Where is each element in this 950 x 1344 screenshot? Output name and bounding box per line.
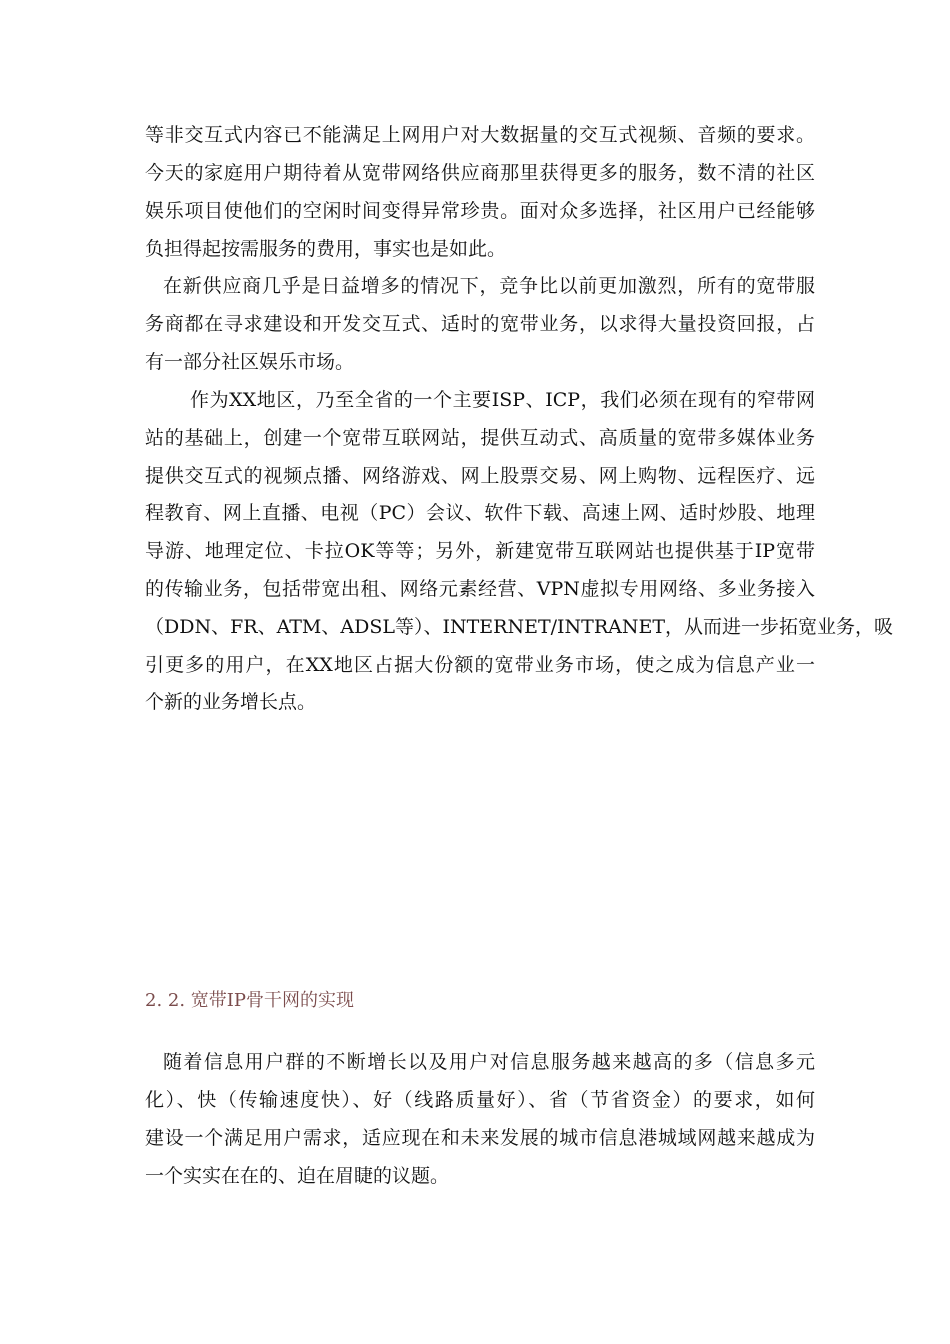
paragraph-4-line-1: 随着信息用户群的不断增长以及用户对信息服务越来越高的多（信息多元 xyxy=(163,1051,815,1073)
paragraph-3-line-6: 的传输业务，包括带宽出租、网络元素经营、VPN虚拟专用网络、多业务接入 xyxy=(145,578,815,600)
section-heading: 2. 2. 宽带IP骨干网的实现 xyxy=(145,990,355,1011)
paragraph-2-line-1: 在新供应商几乎是日益增多的情况下，竞争比以前更加激烈，所有的宽带服 xyxy=(163,275,815,297)
paragraph-3-line-7: （DDN、FR、ATM、ADSL等）、INTERNET/INTRANET，从而进一步拓宽业务，吸 xyxy=(145,616,894,638)
paragraph-1-line-1: 等非交互式内容已不能满足上网用户对大数据量的交互式视频、音频的要求。 xyxy=(145,124,815,146)
paragraph-4-line-2: 化）、快（传输速度快）、好（线路质量好）、省（节省资金）的要求，如何 xyxy=(145,1089,815,1111)
paragraph-3-line-1: 作为XX地区，乃至全省的一个主要ISP、ICP，我们必须在现有的窄带网 xyxy=(190,389,815,411)
paragraph-2-line-2: 务商都在寻求建设和开发交互式、适时的宽带业务，以求得大量投资回报，占 xyxy=(145,313,815,335)
paragraph-3-line-4: 程教育、网上直播、电视（PC）会议、软件下载、高速上网、适时炒股、地理 xyxy=(145,502,815,524)
paragraph-1-line-4: 负担得起按需服务的费用，事实也是如此。 xyxy=(145,238,507,260)
paragraph-3-line-5: 导游、地理定位、卡拉OK等等；另外，新建宽带互联网站也提供基于IP宽带 xyxy=(145,540,815,562)
paragraph-3-line-2: 站的基础上，创建一个宽带互联网站，提供互动式、高质量的宽带多媒体业务 xyxy=(145,427,815,449)
paragraph-1-line-3: 娱乐项目使他们的空闲时间变得异常珍贵。面对众多选择，社区用户已经能够 xyxy=(145,200,815,222)
paragraph-3-line-8: 引更多的用户，在XX地区占据大份额的宽带业务市场，使之成为信息产业一 xyxy=(145,654,815,676)
paragraph-2-line-3: 有一部分社区娱乐市场。 xyxy=(145,351,355,373)
paragraph-4-line-4: 一个实实在在的、迫在眉睫的议题。 xyxy=(145,1165,450,1187)
paragraph-1-line-2: 今天的家庭用户期待着从宽带网络供应商那里获得更多的服务，数不清的社区 xyxy=(145,162,815,184)
paragraph-3-line-9: 个新的业务增长点。 xyxy=(145,691,317,713)
paragraph-3-line-3: 提供交互式的视频点播、网络游戏、网上股票交易、网上购物、远程医疗、远 xyxy=(145,465,815,487)
paragraph-4-line-3: 建设一个满足用户需求，适应现在和未来发展的城市信息港城域网越来越成为 xyxy=(145,1127,815,1149)
